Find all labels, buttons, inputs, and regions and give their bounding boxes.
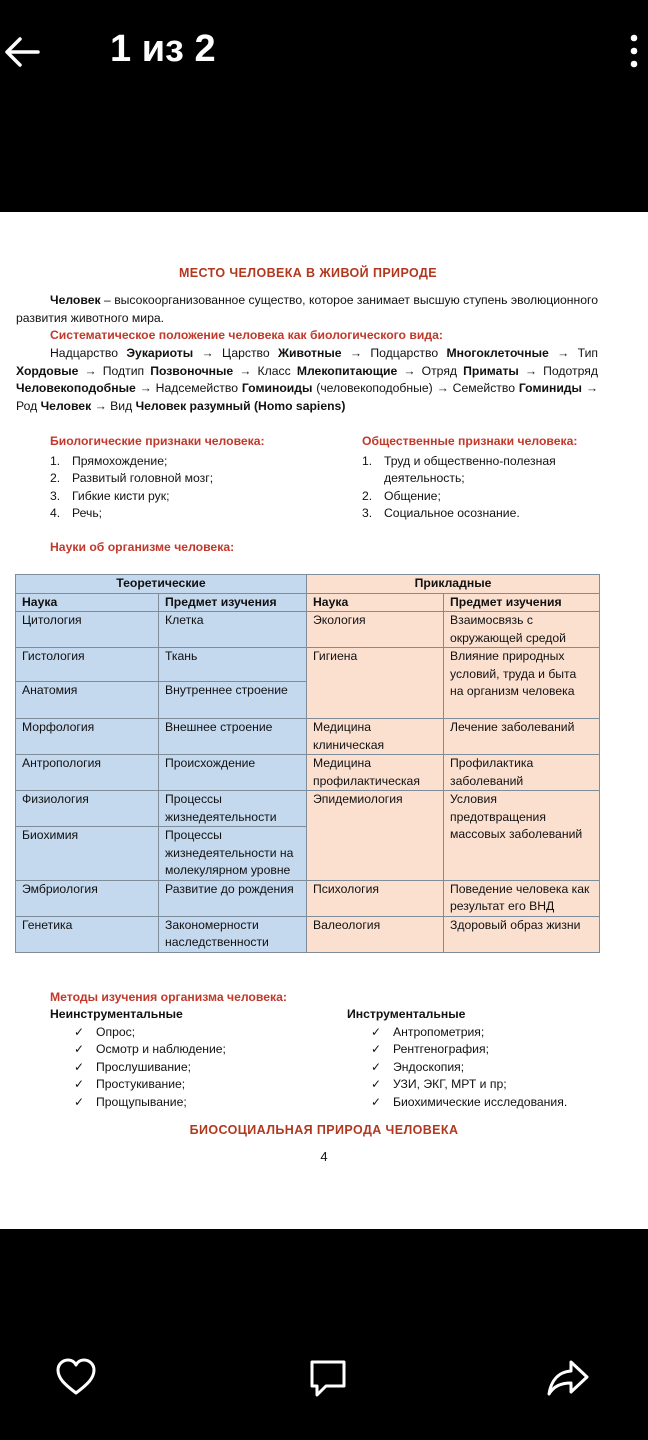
list-item-text: Речь; — [72, 506, 103, 520]
list-item — [362, 505, 612, 523]
list-item — [362, 488, 612, 506]
comment-icon[interactable] — [306, 1356, 350, 1400]
list-item-text: Простукивание; — [96, 1077, 186, 1091]
checkmark-icon: ✓ — [74, 1042, 85, 1056]
taxon-name: Гоминиды — [518, 381, 582, 395]
table-cell: Влияние природных условий, труда и быта на организм человека — [444, 648, 600, 719]
taxon-rank: → Надсемейство — [135, 381, 242, 395]
list-item — [50, 453, 340, 471]
image-counter: 1 из 2 — [110, 28, 216, 70]
list-item-text: УЗИ, ЭКГ, МРТ и пр; — [393, 1077, 507, 1091]
table-cell: Взаимосвязь с окружающей средой — [444, 612, 600, 648]
sciences-table — [15, 574, 600, 953]
systematic-heading: Систематическое положение человека как биологического вида: — [50, 328, 443, 342]
list-item — [371, 1041, 637, 1059]
list-number: 3. — [362, 506, 373, 520]
list-item-text: Прямохождение; — [72, 453, 168, 468]
bio-traits-heading: Биологические признаки человека: — [50, 434, 265, 448]
bio-traits — [50, 433, 340, 523]
checkmark-icon: ✓ — [371, 1042, 382, 1056]
table-cell: Клетка — [159, 612, 307, 648]
table-cell: Закономерности наследственности — [159, 916, 307, 952]
checkmark-icon: ✓ — [74, 1094, 85, 1109]
table-row — [16, 612, 600, 648]
list-number: 3. — [50, 488, 61, 503]
checkmark-icon: ✓ — [371, 1024, 382, 1039]
methods-heading: Методы изучения организма человека: — [50, 990, 287, 1004]
list-number: 1. — [50, 453, 61, 468]
list-item-text: Эндоскопия; — [393, 1059, 465, 1074]
list-item — [362, 453, 612, 488]
list-item — [371, 1024, 637, 1042]
checkmark-icon: ✓ — [371, 1059, 382, 1074]
list-number: 2. — [50, 471, 61, 485]
taxon-rank: Надцарство — [50, 346, 127, 360]
list-item-text: Прощупывание; — [96, 1094, 187, 1109]
taxon-rank: → Класс — [233, 363, 297, 378]
instrumental-heading: Инструментальные — [347, 1007, 466, 1021]
taxon-name: Эукариоты — [126, 346, 194, 360]
list-item — [371, 1094, 637, 1112]
checkmark-icon: ✓ — [371, 1094, 382, 1109]
more-vertical-icon[interactable] — [624, 32, 644, 72]
table-cell: Антропология — [16, 755, 159, 791]
col-science-applied: Наука — [307, 593, 444, 612]
list-item — [74, 1041, 330, 1059]
table-row — [16, 916, 600, 952]
footer-title: БИОСОЦИАЛЬНАЯ ПРИРОДА ЧЕЛОВЕКА — [189, 1123, 459, 1137]
col-science-theoretical: Наука — [16, 593, 159, 612]
page-title: МЕСТО ЧЕЛОВЕКА В ЖИВОЙ ПРИРОДЕ — [178, 266, 438, 280]
list-number: 1. — [362, 453, 373, 468]
list-number: 2. — [362, 488, 373, 503]
noninstrumental-list — [50, 1024, 330, 1112]
theoretical-header: Теоретические — [16, 575, 307, 594]
checkmark-icon: ✓ — [74, 1077, 85, 1091]
taxon-name: Гоминоиды — [241, 381, 313, 395]
list-item — [74, 1024, 330, 1042]
taxon-rank: → Тип — [548, 346, 598, 360]
taxon-rank: → Подтип — [78, 363, 151, 378]
table-cell: Происхождение — [159, 755, 307, 791]
table-cell: Здоровый образ жизни — [444, 916, 600, 952]
table-cell: Эпидемиология — [307, 791, 444, 881]
list-number: 4. — [50, 506, 61, 520]
table-row — [16, 755, 600, 791]
list-item-text: Гибкие кисти рук; — [72, 488, 170, 503]
list-item-text: Антропометрия; — [393, 1024, 485, 1039]
table-cell: Морфология — [16, 719, 159, 755]
list-item-text: Труд и общественно-полезная деятельность; — [384, 453, 556, 485]
table-cell: Процессы жизнедеятельности на молекулярном уровне — [159, 827, 307, 881]
list-item — [50, 488, 340, 506]
taxon-name: Животные — [278, 346, 342, 360]
list-item — [50, 505, 340, 523]
table-row — [16, 719, 600, 755]
document-page[interactable] — [0, 212, 648, 1229]
table-cell: Биохимия — [16, 827, 159, 881]
table-cell: Профилактика заболеваний — [444, 755, 600, 791]
table-cell: Психология — [307, 880, 444, 916]
intro-term: Человек — [50, 293, 101, 307]
taxon-rank: → Вид — [91, 398, 136, 413]
table-cell: Медицина клиническая — [307, 719, 444, 755]
table-cell: Лечение заболеваний — [444, 719, 600, 755]
back-arrow-icon[interactable] — [2, 32, 42, 72]
taxon-rank: (человекоподобные) → Семейство — [312, 381, 519, 395]
table-cell: Внутреннее строение — [159, 682, 307, 719]
heart-icon[interactable] — [54, 1356, 98, 1400]
list-item-text: Опрос; — [96, 1024, 136, 1039]
taxon-name: Млекопитающие — [296, 363, 398, 378]
taxon-rank: → Отряд — [397, 363, 464, 378]
share-icon[interactable] — [546, 1356, 590, 1400]
social-traits-heading: Общественные признаки человека: — [362, 434, 578, 448]
list-item — [371, 1076, 637, 1094]
taxon-name: Позвоночные — [150, 363, 234, 378]
intro-text: – высокоорганизованное существо, которое занимает высшую ступень эволюционного развития животного мира. — [16, 293, 598, 325]
taxon-name: Человек разумный (Homo sapiens) — [135, 398, 346, 413]
list-item — [50, 470, 340, 488]
col-subject-theoretical: Предмет изучения — [159, 593, 307, 612]
taxon-rank: → Род — [16, 381, 599, 413]
table-cell: Генетика — [16, 916, 159, 952]
table-cell: Внешнее строение — [159, 719, 307, 755]
table-cell: Физиология — [16, 791, 159, 827]
taxon-name: Приматы — [463, 363, 519, 378]
table-cell: Поведение человека как результат его ВНД — [444, 880, 600, 916]
list-item-text: Общение; — [384, 488, 441, 503]
viewer-top-bar — [0, 0, 648, 110]
list-item — [74, 1094, 330, 1112]
list-item-text: Развитый головной мозг; — [72, 471, 214, 485]
taxon-name: Хордовые — [16, 363, 79, 378]
table-row — [16, 648, 600, 682]
social-traits-list — [362, 453, 612, 523]
table-cell: Ткань — [159, 648, 307, 682]
noninstrumental-heading: Неинструментальные — [50, 1007, 183, 1021]
table-cell: Условия предотвращения массовых заболеваний — [444, 791, 600, 881]
checkmark-icon: ✓ — [371, 1077, 382, 1091]
table-cell: Медицина профилактическая — [307, 755, 444, 791]
instrumental-list — [347, 1024, 637, 1112]
table-row — [16, 791, 600, 827]
viewer-bottom-bar — [0, 1229, 648, 1440]
taxon-name: Человекоподобные — [16, 381, 136, 395]
list-item-text: Социальное осознание. — [384, 506, 520, 520]
list-item-text: Биохимические исследования. — [393, 1094, 568, 1109]
intro-paragraph — [16, 292, 598, 327]
systematic-chain — [16, 345, 598, 415]
social-traits — [362, 433, 612, 523]
noninstrumental-methods — [50, 1006, 330, 1111]
table-row — [16, 880, 600, 916]
page-number: 4 — [320, 1149, 328, 1164]
taxon-name: Многоклеточные — [446, 346, 549, 360]
table-cell: Анатомия — [16, 682, 159, 719]
sciences-heading: Науки об организме человека: — [50, 540, 235, 554]
taxon-name: Человек — [40, 398, 92, 413]
table-cell: Экология — [307, 612, 444, 648]
list-item — [74, 1076, 330, 1094]
taxon-rank: → Подотряд — [518, 363, 598, 378]
list-item-text: Рентгенография; — [393, 1042, 489, 1056]
applied-header: Прикладные — [307, 575, 600, 594]
table-cell: Гигиена — [307, 648, 444, 719]
table-cell: Гистология — [16, 648, 159, 682]
checkmark-icon: ✓ — [74, 1024, 85, 1039]
table-cell: Эмбриология — [16, 880, 159, 916]
bio-traits-list — [50, 453, 340, 523]
table-cell: Цитология — [16, 612, 159, 648]
list-item-text: Осмотр и наблюдение; — [96, 1042, 226, 1056]
table-cell: Валеология — [307, 916, 444, 952]
list-item — [371, 1059, 637, 1077]
col-subject-applied: Предмет изучения — [444, 593, 600, 612]
table-cell: Развитие до рождения — [159, 880, 307, 916]
list-item-text: Прослушивание; — [96, 1059, 192, 1074]
taxon-rank: → Царство — [193, 346, 279, 360]
instrumental-methods — [347, 1006, 637, 1111]
checkmark-icon: ✓ — [74, 1059, 85, 1074]
list-item — [74, 1059, 330, 1077]
taxon-rank: → Подцарство — [341, 346, 447, 360]
table-cell: Процессы жизнедеятельности — [159, 791, 307, 827]
